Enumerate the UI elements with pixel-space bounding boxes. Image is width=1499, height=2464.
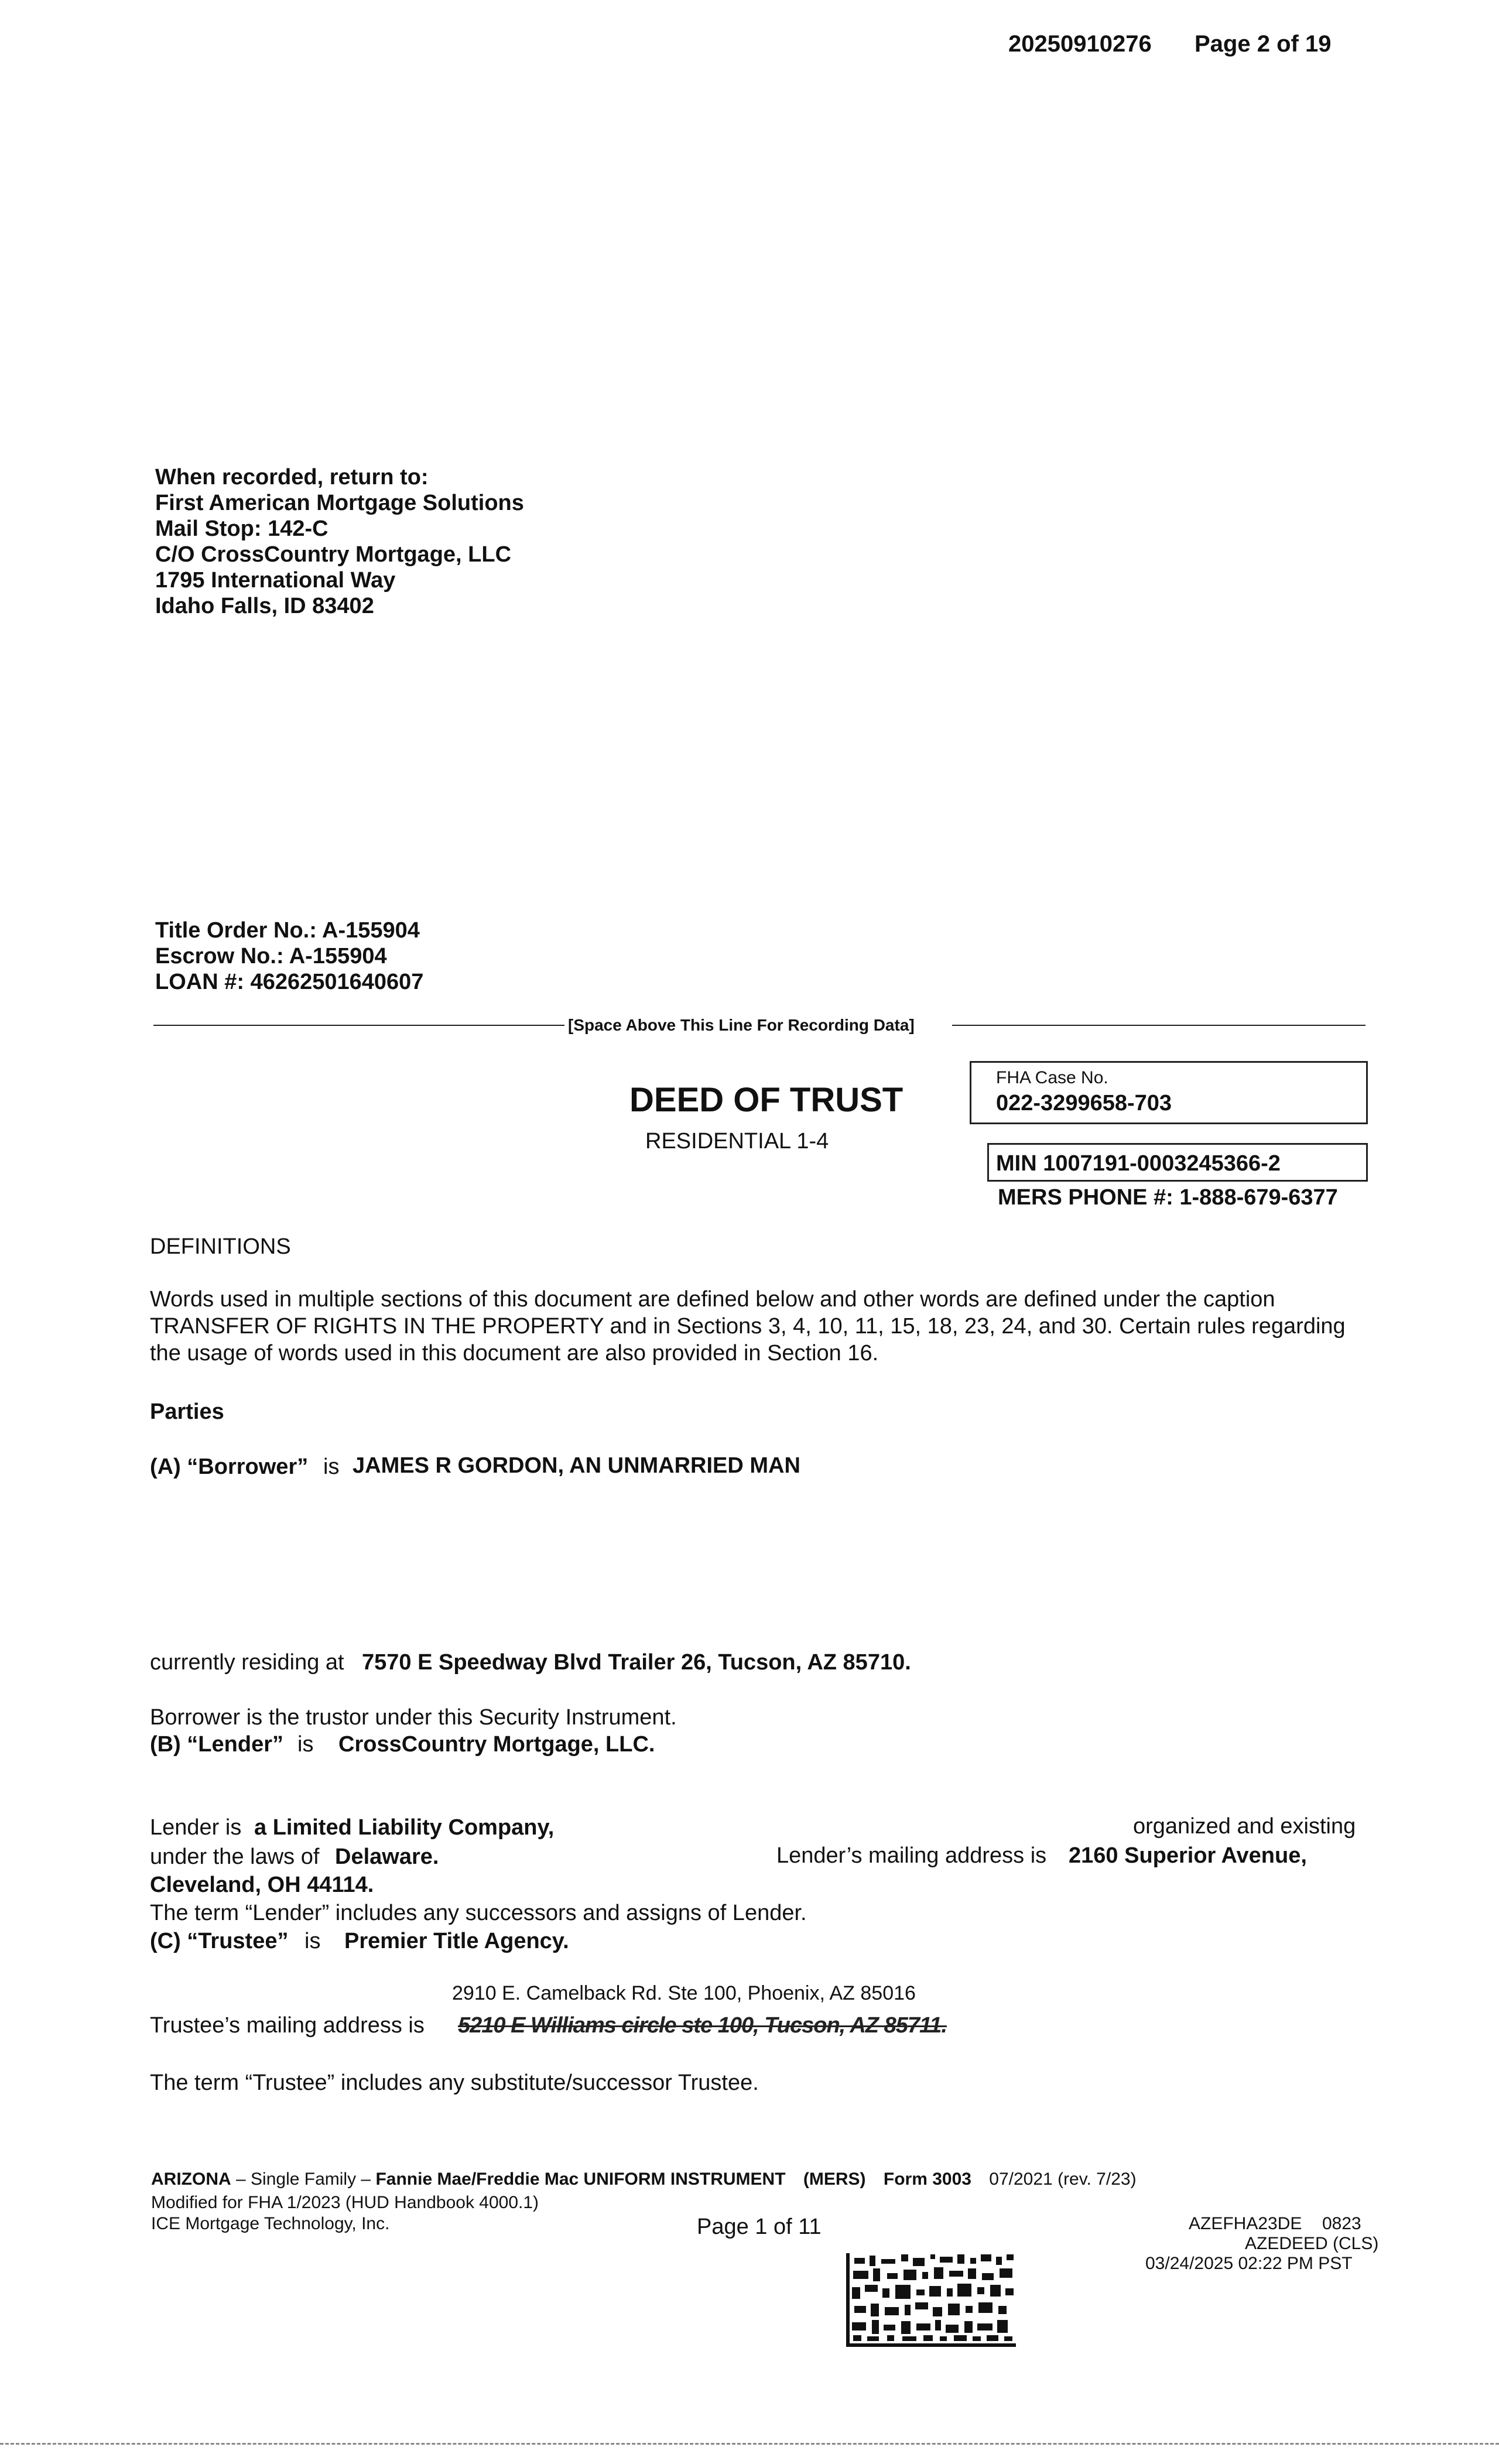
return-to-line: First American Mortgage Solutions (155, 491, 524, 515)
return-to-heading: When recorded, return to: (155, 465, 429, 490)
footer-mers-tag: (MERS) (803, 2169, 866, 2189)
footer-code1-date: 0823 (1322, 2214, 1361, 2233)
definitions-intro-line: Words used in multiple sections of this document are defined below and other words are defined under the caption (150, 1287, 1275, 1312)
lender-is: is (297, 1732, 314, 1757)
title-order-number: Title Order No.: A-155904 (155, 918, 420, 943)
footer-code2: AZEDEED (CLS) (1245, 2234, 1379, 2253)
footer-page-number: Page 1 of 11 (697, 2215, 822, 2239)
lender-state: Delaware. (335, 1844, 439, 1869)
lender-entity: a Limited Liability Company, (254, 1815, 555, 1840)
return-to-line: Mail Stop: 142-C (155, 516, 328, 541)
borrower-label: (A) “Borrower” (150, 1455, 309, 1479)
page-indicator: Page 2 of 19 (1195, 31, 1332, 57)
recording-number: 20250910276 (1008, 31, 1152, 57)
lender-organized: organized and existing (1133, 1814, 1356, 1839)
loan-number: LOAN #: 46262501640607 (155, 970, 424, 994)
borrower-trustor-note: Borrower is the trustor under this Security Instrument. (150, 1705, 677, 1730)
borrower-residing-label: currently residing at (150, 1650, 344, 1675)
lender-mailing-address: 2160 Superior Avenue, (1069, 1843, 1307, 1868)
lender-is-label: Lender is (150, 1815, 242, 1840)
borrower-name: JAMES R GORDON, AN UNMARRIED MAN (352, 1453, 800, 1478)
trustee-includes-note: The term “Trustee” includes any substitute/successor Trustee. (150, 2071, 759, 2095)
footer-state: ARIZONA (151, 2169, 231, 2189)
min-box (987, 1143, 1368, 1182)
definitions-intro-line: TRANSFER OF RIGHTS IN THE PROPERTY and in Sections 3, 4, 10, 11, 15, 18, 23, 24, and 30. Certain rules regarding (150, 1314, 1346, 1339)
return-to-line: 1795 International Way (155, 568, 396, 593)
recording-line-label: [Space Above This Line For Recording Data] (568, 1016, 915, 1034)
trustee-mailing-label: Trustee’s mailing address is (150, 2013, 425, 2038)
footer-timestamp: 03/24/2025 02:22 PM PST (1145, 2254, 1353, 2273)
trustee-label: (C) “Trustee” (150, 1929, 289, 1953)
mers-phone: MERS PHONE #: 1-888-679-6377 (998, 1185, 1338, 1210)
return-to-line: Idaho Falls, ID 83402 (155, 594, 374, 618)
fha-case-number: 022-3299658-703 (996, 1091, 1172, 1115)
lender-name: CrossCountry Mortgage, LLC. (338, 1732, 655, 1757)
scan-edge-line (0, 2443, 1499, 2445)
parties-heading: Parties (150, 1399, 224, 1424)
lender-under-laws: under the laws of (150, 1844, 320, 1869)
lender-label: (B) “Lender” (150, 1732, 283, 1757)
footer-code1: AZEFHA23DE (1189, 2214, 1302, 2233)
fha-case-label: FHA Case No. (996, 1068, 1108, 1087)
return-to-line: C/O CrossCountry Mortgage, LLC (155, 542, 512, 567)
trustee-name: Premier Title Agency. (344, 1929, 569, 1953)
borrower-is: is (323, 1455, 340, 1479)
trustee-struck-address: 5210 E Williams circle ste 100, Tucson, AZ 85711. (458, 2013, 947, 2038)
escrow-number: Escrow No.: A-155904 (155, 944, 387, 969)
footer-instrument: Fannie Mae/Freddie Mac UNIFORM INSTRUMENT (375, 2169, 786, 2189)
footer-form: Form 3003 (883, 2169, 971, 2189)
lender-mailing-label: Lender’s mailing address is (776, 1843, 1047, 1868)
lender-includes-note: The term “Lender” includes any successors and assigns of Lender. (150, 1901, 807, 1925)
document-title: DEED OF TRUST (629, 1081, 903, 1119)
borrower-address: 7570 E Speedway Blvd Trailer 26, Tucson, AZ 85710. (362, 1650, 911, 1675)
fha-case-box (970, 1061, 1368, 1124)
min-number: MIN 1007191-0003245366-2 (996, 1151, 1281, 1176)
definitions-intro-line: the usage of words used in this document are also provided in Section 16. (150, 1341, 879, 1366)
lender-mailing-address-2: Cleveland, OH 44114. (150, 1873, 374, 1897)
definitions-heading: DEFINITIONS (150, 1234, 291, 1259)
footer-family: – Single Family – (236, 2169, 371, 2189)
footer-modified: Modified for FHA 1/2023 (HUD Handbook 4000.1) (151, 2193, 539, 2212)
trustee-is: is (304, 1929, 321, 1953)
footer-form-line (151, 2169, 1137, 2190)
trustee-new-address: 2910 E. Camelback Rd. Ste 100, Phoenix, AZ 85016 (452, 1982, 916, 2004)
document-subtitle: RESIDENTIAL 1-4 (645, 1129, 829, 1154)
recording-line-left (153, 1025, 564, 1026)
barcode-icon (846, 2253, 1016, 2347)
footer-form-date: 07/2021 (rev. 7/23) (989, 2169, 1137, 2189)
recording-line-right (952, 1025, 1365, 1026)
footer-company: ICE Mortgage Technology, Inc. (151, 2214, 390, 2233)
